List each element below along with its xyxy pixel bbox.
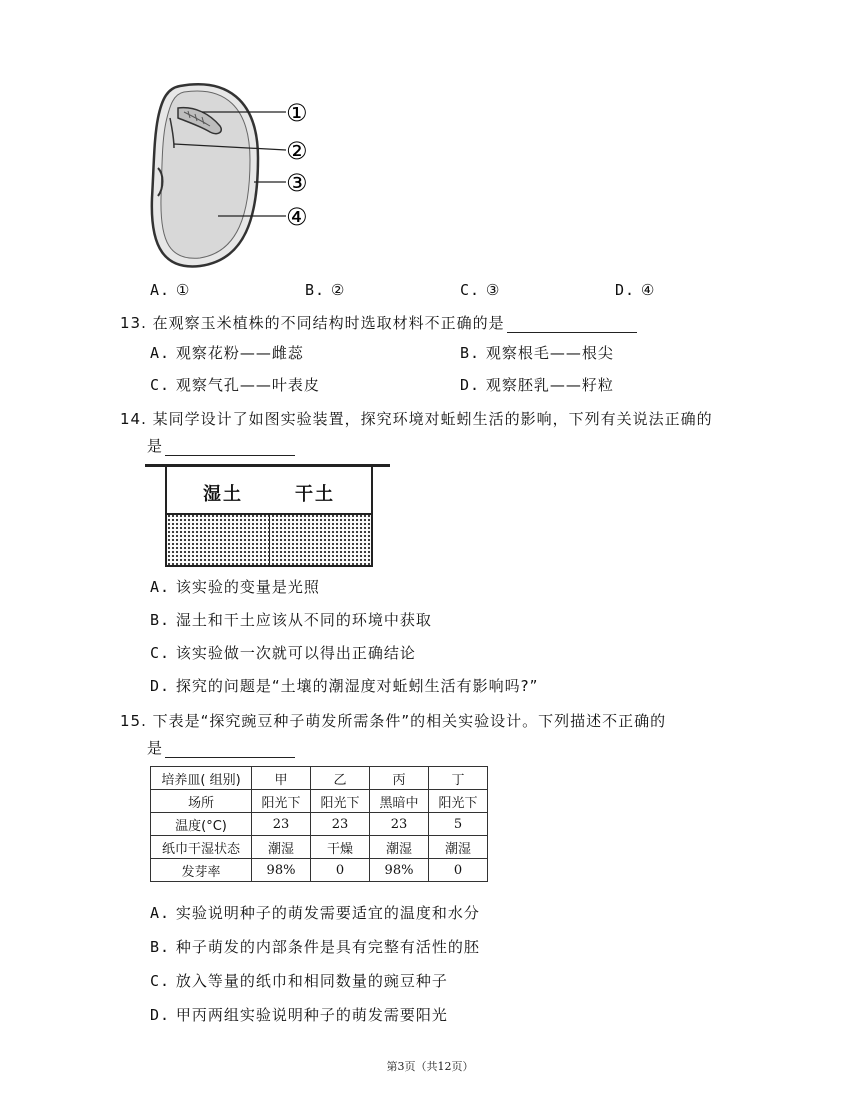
table-row (151, 859, 488, 882)
germination-table (150, 766, 488, 882)
table-cell: 潮湿 (252, 836, 311, 859)
seed-label-3: ③ (286, 169, 308, 197)
table-cell: 黑暗中 (370, 790, 429, 813)
earthworm-apparatus-figure (145, 464, 390, 568)
table-cell: 乙 (311, 767, 370, 790)
page-footer: 第3页（共12页） (386, 1060, 474, 1073)
table-cell: 0 (311, 859, 370, 882)
table-cell: 纸巾干湿状态 (151, 836, 252, 859)
table-cell: 23 (311, 813, 370, 836)
table-cell: 丁 (429, 767, 488, 790)
q14-answer-blank[interactable] (165, 439, 295, 456)
seed-label-1: ① (286, 99, 308, 127)
table-row (151, 836, 488, 859)
table-cell: 培养皿( 组别) (151, 767, 252, 790)
table-cell: 潮湿 (370, 836, 429, 859)
q13-option-a[interactable]: A. 观察花粉——雌蕊 (150, 344, 304, 362)
q13-answer-blank[interactable] (507, 316, 637, 333)
table-cell: 阳光下 (429, 790, 488, 813)
q14-stem-line2: 是 (147, 436, 295, 456)
table-cell: 场所 (151, 790, 252, 813)
table-cell: 丙 (370, 767, 429, 790)
q15-option-d[interactable]: D. 甲丙两组实验说明种子的萌发需要阳光 (150, 1006, 448, 1024)
table-row (151, 813, 488, 836)
q15-answer-blank[interactable] (165, 741, 295, 758)
q13-text: 在观察玉米植株的不同结构时选取材料不正确的是 (152, 314, 505, 332)
q14-number: 14. (120, 410, 147, 428)
q15-option-b[interactable]: B. 种子萌发的内部条件是具有完整有活性的胚 (150, 938, 480, 956)
table-cell: 温度(°C) (151, 813, 252, 836)
table-cell: 23 (252, 813, 311, 836)
apparatus-soil-topline (167, 513, 371, 515)
table-cell: 干燥 (311, 836, 370, 859)
table-row (151, 790, 488, 813)
seed-figure (140, 78, 330, 273)
seed-label-4: ④ (286, 203, 308, 231)
q15-option-c[interactable]: C. 放入等量的纸巾和相同数量的豌豆种子 (150, 972, 448, 990)
q15-stem-line1: 15. 下表是“探究豌豆种子萌发所需条件”的相关实验设计。下列描述不正确的 (120, 712, 667, 730)
apparatus-soil-divider (269, 514, 270, 565)
q14-stem-line1: 14. 某同学设计了如图实验装置，探究环境对蚯蚓生活的影响，下列有关说法正确的 (120, 410, 713, 428)
q13-number: 13. (120, 314, 147, 332)
q15-stem-line2: 是 (147, 738, 295, 758)
table-row (151, 767, 488, 790)
q13-option-c[interactable]: C. 观察气孔——叶表皮 (150, 376, 320, 394)
table-cell: 5 (429, 813, 488, 836)
table-cell: 潮湿 (429, 836, 488, 859)
q12-option-c[interactable]: C. ③ (460, 281, 501, 299)
q14-option-a[interactable]: A. 该实验的变量是光照 (150, 578, 320, 596)
table-cell: 23 (370, 813, 429, 836)
q12-option-a[interactable]: A. ① (150, 281, 191, 299)
seed-label-2: ② (286, 137, 308, 165)
q13-option-d[interactable]: D. 观察胚乳——籽粒 (460, 376, 614, 394)
q14-option-c[interactable]: C. 该实验做一次就可以得出正确结论 (150, 644, 416, 662)
table-cell: 阳光下 (252, 790, 311, 813)
q13-option-b[interactable]: B. 观察根毛——根尖 (460, 344, 614, 362)
q14-option-b[interactable]: B. 湿土和干土应该从不同的环境中获取 (150, 611, 432, 629)
q14-option-d[interactable]: D. 探究的问题是“土壤的潮湿度对蚯蚓生活有影响吗?” (150, 677, 539, 695)
q15-option-a[interactable]: A. 实验说明种子的萌发需要适宜的温度和水分 (150, 904, 480, 922)
table-cell: 98% (370, 859, 429, 882)
wet-soil-label: 湿土 (203, 484, 243, 505)
table-cell: 98% (252, 859, 311, 882)
q12-option-b[interactable]: B. ② (305, 281, 346, 299)
table-cell: 0 (429, 859, 488, 882)
table-cell: 甲 (252, 767, 311, 790)
table-cell: 阳光下 (311, 790, 370, 813)
q12-option-d[interactable]: D. ④ (615, 281, 656, 299)
dry-soil-label: 干土 (295, 484, 335, 505)
table-cell: 发芽率 (151, 859, 252, 882)
q13-stem (120, 313, 637, 333)
q15-number: 15. (120, 712, 147, 730)
